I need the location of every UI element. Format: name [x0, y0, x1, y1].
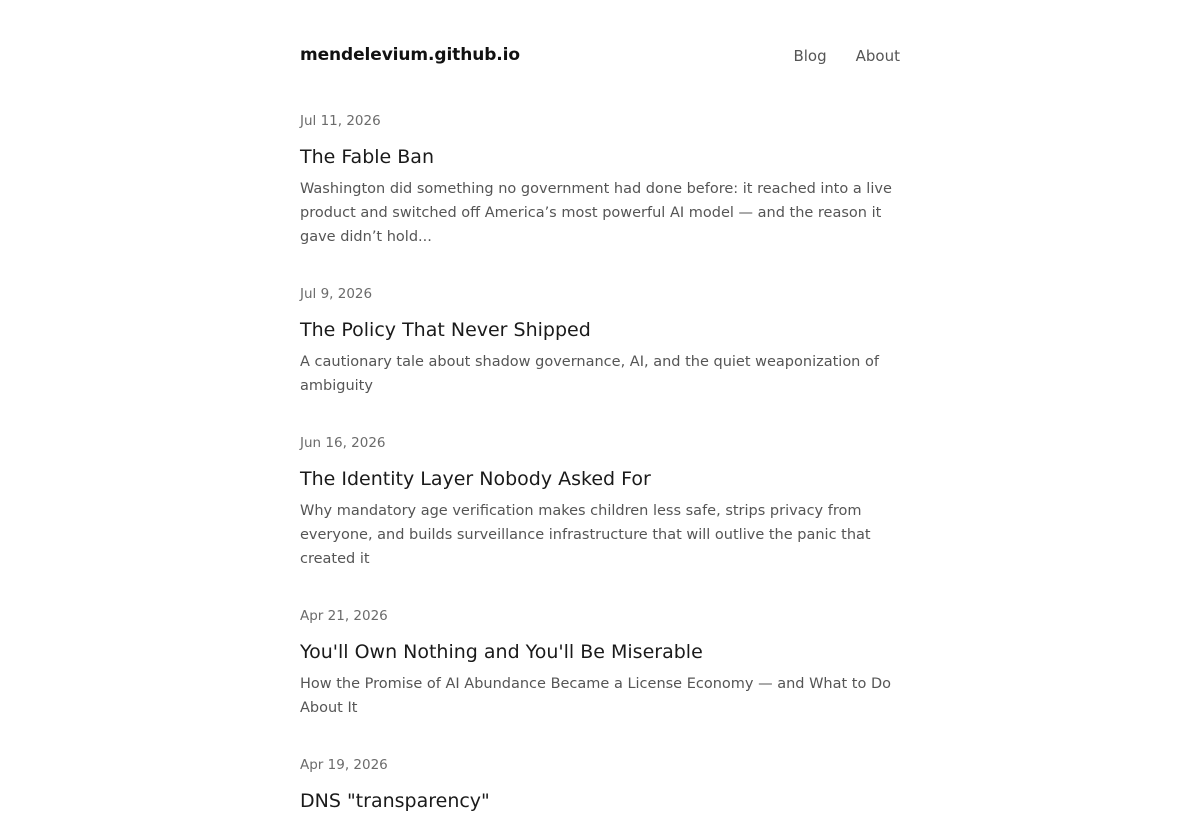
nav-blog-link[interactable]: Blog: [793, 47, 827, 65]
post-excerpt: How the Promise of AI Abundance Became a License Economy — and What to Do About It: [300, 676, 892, 716]
post-item: [300, 607, 900, 720]
post-date: Jul 11, 2026: [300, 113, 381, 129]
page: [300, 0, 900, 814]
post-excerpt: Washington did something no government had done before: it reached into a live product and switched off America’s most powerful AI model — and the reason it gave didn’t hold...: [300, 181, 892, 245]
post-date: Jul 9, 2026: [300, 286, 373, 302]
post-title-link[interactable]: You'll Own Nothing and You'll Be Miserable: [300, 641, 703, 663]
post-item: [300, 756, 900, 814]
post-excerpt: Why mandatory age verification makes children less safe, strips privacy from everyone, and builds surveillance infrastructure that will outlive the panic that created it: [300, 503, 871, 567]
nav-about-link[interactable]: About: [855, 47, 900, 65]
post-title-link[interactable]: The Fable Ban: [300, 146, 434, 168]
post-date: Apr 19, 2026: [300, 757, 388, 773]
site-header: [300, 0, 900, 112]
post-title-link[interactable]: The Identity Layer Nobody Asked For: [300, 468, 651, 490]
post-list: [300, 112, 900, 814]
post-item: [300, 112, 900, 249]
post-date: Apr 21, 2026: [300, 608, 388, 624]
post-item: [300, 285, 900, 398]
site-title-link[interactable]: mendelevium.github.io: [300, 45, 520, 65]
post-item: [300, 434, 900, 571]
post-date: Jun 16, 2026: [300, 435, 386, 451]
post-excerpt: A cautionary tale about shadow governance, AI, and the quiet weaponization of ambiguity: [300, 354, 879, 394]
post-title-link[interactable]: The Policy That Never Shipped: [300, 319, 591, 341]
main-nav: [793, 47, 900, 65]
post-title-link[interactable]: DNS "transparency": [300, 790, 490, 812]
